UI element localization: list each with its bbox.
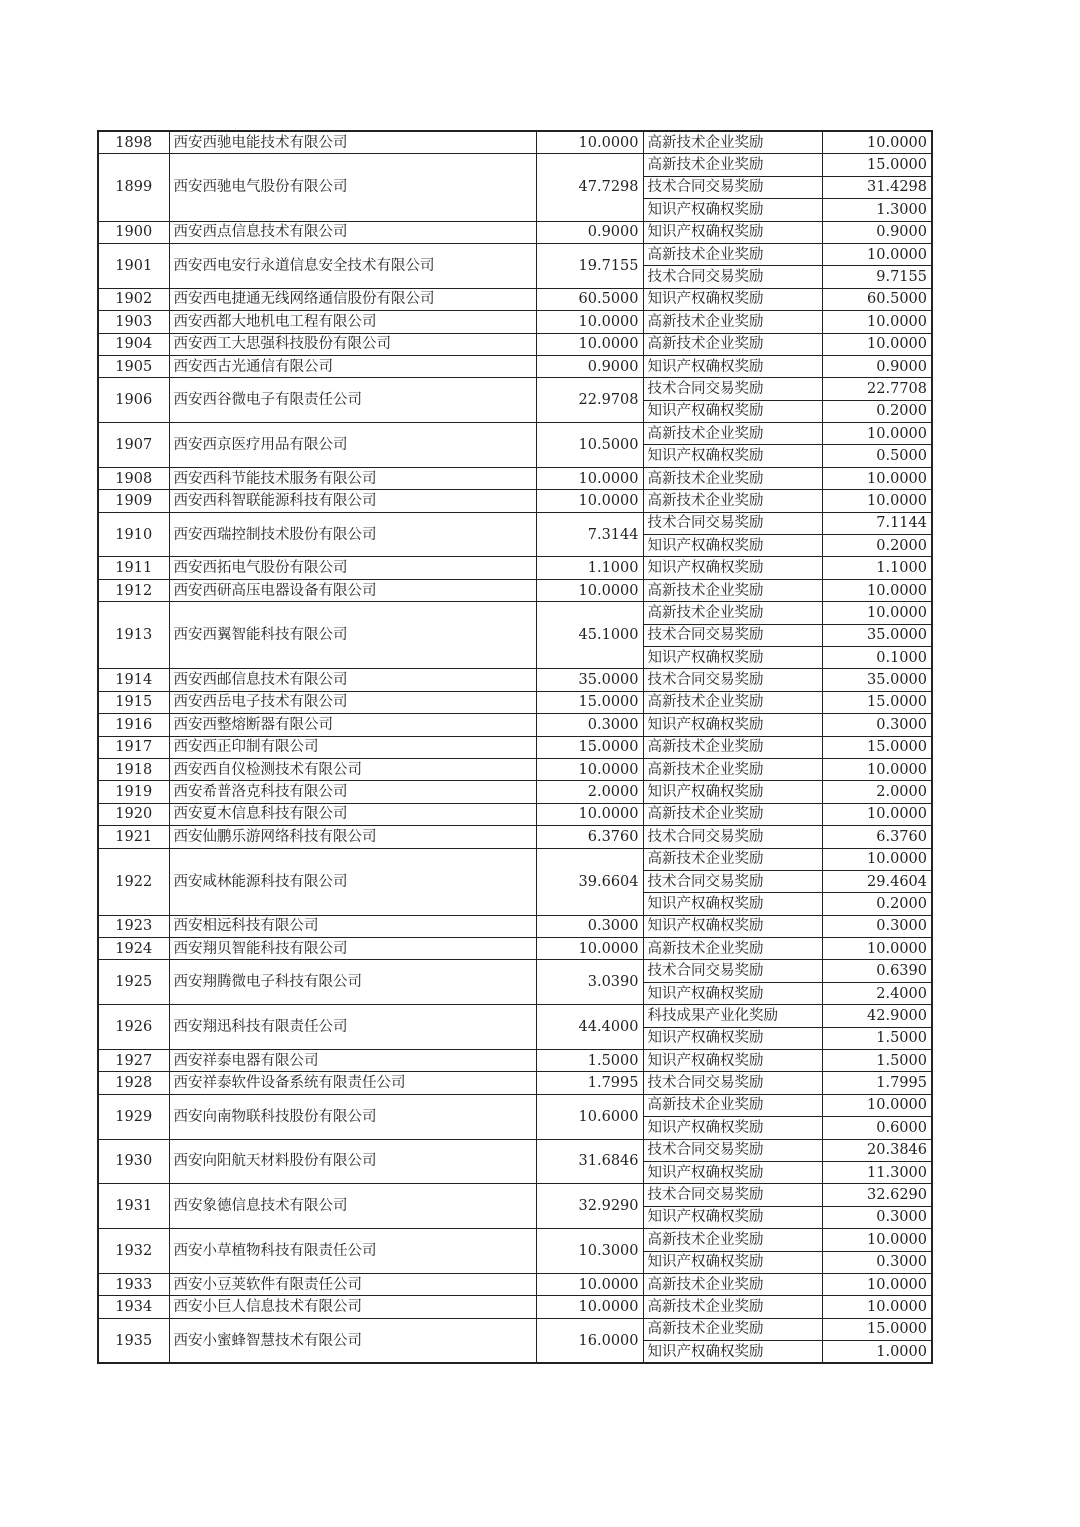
award-amount: 0.3000 (822, 714, 932, 736)
row-number: 1904 (98, 333, 169, 355)
award-amount: 60.5000 (822, 288, 932, 310)
company-name: 西安西电安行永道信息安全技术有限公司 (169, 243, 536, 288)
award-type: 高新技术企业奖励 (643, 803, 822, 825)
total-amount: 22.9708 (536, 378, 643, 423)
award-type: 技术合同交易奖励 (643, 266, 822, 288)
company-name: 西安西正印制有限公司 (169, 736, 536, 758)
award-type: 技术合同交易奖励 (643, 378, 822, 400)
company-name: 西安西拓电气股份有限公司 (169, 557, 536, 579)
total-amount: 10.6000 (536, 1094, 643, 1139)
award-amount: 0.6390 (822, 960, 932, 982)
table-row (98, 288, 932, 310)
row-number: 1907 (98, 423, 169, 468)
award-amount: 0.3000 (822, 915, 932, 937)
row-number: 1918 (98, 758, 169, 780)
row-number: 1921 (98, 826, 169, 848)
row-number: 1902 (98, 288, 169, 310)
table-row (98, 333, 932, 355)
award-type: 知识产权确权奖励 (643, 288, 822, 310)
table-row (98, 602, 932, 624)
total-amount: 31.6846 (536, 1139, 643, 1184)
award-amount: 0.6000 (822, 1117, 932, 1139)
award-amount: 10.0000 (822, 1229, 932, 1251)
company-name: 西安翔贝智能科技有限公司 (169, 938, 536, 960)
award-type: 高新技术企业奖励 (643, 758, 822, 780)
award-type: 技术合同交易奖励 (643, 624, 822, 646)
award-amount: 1.5000 (822, 1027, 932, 1049)
total-amount: 60.5000 (536, 288, 643, 310)
total-amount: 10.0000 (536, 131, 643, 154)
company-name: 西安西点信息技术有限公司 (169, 221, 536, 243)
award-amount: 29.4604 (822, 870, 932, 892)
award-amount: 1.3000 (822, 199, 932, 221)
award-amount: 22.7708 (822, 378, 932, 400)
table-row (98, 1318, 932, 1340)
row-number: 1910 (98, 512, 169, 557)
table-row (98, 758, 932, 780)
award-type: 高新技术企业奖励 (643, 1273, 822, 1295)
total-amount: 0.3000 (536, 714, 643, 736)
total-amount: 10.0000 (536, 1296, 643, 1318)
award-type: 技术合同交易奖励 (643, 960, 822, 982)
company-name: 西安西自仪检测技术有限公司 (169, 758, 536, 780)
total-amount: 10.0000 (536, 579, 643, 601)
award-type: 高新技术企业奖励 (643, 423, 822, 445)
table-row (98, 1050, 932, 1072)
table-row (98, 1184, 932, 1206)
row-number: 1934 (98, 1296, 169, 1318)
award-amount: 2.0000 (822, 781, 932, 803)
row-number: 1930 (98, 1139, 169, 1184)
company-name: 西安翔腾微电子科技有限公司 (169, 960, 536, 1005)
award-type: 知识产权确权奖励 (643, 557, 822, 579)
company-name: 西安小豆荚软件有限责任公司 (169, 1273, 536, 1295)
award-amount: 10.0000 (822, 848, 932, 870)
award-amount: 10.0000 (822, 1273, 932, 1295)
award-type: 技术合同交易奖励 (643, 669, 822, 691)
total-amount: 10.0000 (536, 758, 643, 780)
row-number: 1919 (98, 781, 169, 803)
total-amount: 1.5000 (536, 1050, 643, 1072)
total-amount: 0.9000 (536, 221, 643, 243)
award-amount: 0.3000 (822, 1206, 932, 1228)
table-row (98, 826, 932, 848)
award-type: 知识产权确权奖励 (643, 1251, 822, 1273)
company-name: 西安西瑞控制技术股份有限公司 (169, 512, 536, 557)
total-amount: 3.0390 (536, 960, 643, 1005)
company-name: 西安西驰电气股份有限公司 (169, 154, 536, 221)
row-number: 1906 (98, 378, 169, 423)
total-amount: 10.0000 (536, 803, 643, 825)
award-amount: 10.0000 (822, 758, 932, 780)
total-amount: 15.0000 (536, 736, 643, 758)
company-name: 西安向南物联科技股份有限公司 (169, 1094, 536, 1139)
award-amount: 10.0000 (822, 333, 932, 355)
total-amount: 19.7155 (536, 243, 643, 288)
row-number: 1927 (98, 1050, 169, 1072)
table-row (98, 557, 932, 579)
table-row (98, 378, 932, 400)
company-name: 西安西工大思强科技股份有限公司 (169, 333, 536, 355)
award-type: 高新技术企业奖励 (643, 579, 822, 601)
award-type: 技术合同交易奖励 (643, 870, 822, 892)
award-type: 高新技术企业奖励 (643, 333, 822, 355)
award-type: 高新技术企业奖励 (643, 311, 822, 333)
award-amount: 20.3846 (822, 1139, 932, 1161)
company-name: 西安西整熔断器有限公司 (169, 714, 536, 736)
award-type: 高新技术企业奖励 (643, 1229, 822, 1251)
total-amount: 10.0000 (536, 311, 643, 333)
row-number: 1920 (98, 803, 169, 825)
award-type: 知识产权确权奖励 (643, 355, 822, 377)
table-row (98, 960, 932, 982)
total-amount: 10.0000 (536, 333, 643, 355)
award-amount: 1.1000 (822, 557, 932, 579)
company-name: 西安西京医疗用品有限公司 (169, 423, 536, 468)
award-type: 知识产权确权奖励 (643, 400, 822, 422)
company-name: 西安西邮信息技术有限公司 (169, 669, 536, 691)
row-number: 1913 (98, 602, 169, 669)
company-name: 西安希普洛克科技有限公司 (169, 781, 536, 803)
award-type: 高新技术企业奖励 (643, 848, 822, 870)
company-name: 西安向阳航天材料股份有限公司 (169, 1139, 536, 1184)
award-type: 高新技术企业奖励 (643, 467, 822, 489)
company-name: 西安相远科技有限公司 (169, 915, 536, 937)
award-type: 知识产权确权奖励 (643, 893, 822, 915)
total-amount: 39.6604 (536, 848, 643, 915)
award-type: 高新技术企业奖励 (643, 243, 822, 265)
award-amount: 35.0000 (822, 669, 932, 691)
award-type: 高新技术企业奖励 (643, 1296, 822, 1318)
total-amount: 35.0000 (536, 669, 643, 691)
table-row (98, 243, 932, 265)
total-amount: 44.4000 (536, 1005, 643, 1050)
total-amount: 10.0000 (536, 467, 643, 489)
company-name: 西安西电捷通无线网络通信股份有限公司 (169, 288, 536, 310)
award-amount: 35.0000 (822, 624, 932, 646)
row-number: 1916 (98, 714, 169, 736)
award-type: 知识产权确权奖励 (643, 1206, 822, 1228)
award-amount: 10.0000 (822, 938, 932, 960)
award-amount: 10.0000 (822, 490, 932, 512)
award-amount: 10.0000 (822, 803, 932, 825)
table-row (98, 1139, 932, 1161)
award-type: 知识产权确权奖励 (643, 1341, 822, 1364)
table-row (98, 154, 932, 176)
total-amount: 7.3144 (536, 512, 643, 557)
award-type: 知识产权确权奖励 (643, 1117, 822, 1139)
row-number: 1932 (98, 1229, 169, 1274)
company-name: 西安夏木信息科技有限公司 (169, 803, 536, 825)
award-type: 知识产权确权奖励 (643, 445, 822, 467)
award-amount: 11.3000 (822, 1161, 932, 1183)
table-row (98, 423, 932, 445)
award-amount: 7.1144 (822, 512, 932, 534)
table-row (98, 221, 932, 243)
table-row (98, 714, 932, 736)
row-number: 1899 (98, 154, 169, 221)
row-number: 1917 (98, 736, 169, 758)
total-amount: 0.3000 (536, 915, 643, 937)
table-row (98, 1005, 932, 1027)
total-amount: 10.0000 (536, 1273, 643, 1295)
company-name: 西安祥泰电器有限公司 (169, 1050, 536, 1072)
row-number: 1909 (98, 490, 169, 512)
table-row (98, 803, 932, 825)
award-amount: 10.0000 (822, 423, 932, 445)
award-type: 高新技术企业奖励 (643, 1318, 822, 1340)
company-name: 西安仙鹏乐游网络科技有限公司 (169, 826, 536, 848)
award-type: 知识产权确权奖励 (643, 915, 822, 937)
award-amount: 32.6290 (822, 1184, 932, 1206)
award-type: 技术合同交易奖励 (643, 1072, 822, 1094)
table-row (98, 1273, 932, 1295)
total-amount: 16.0000 (536, 1318, 643, 1363)
total-amount: 1.1000 (536, 557, 643, 579)
row-number: 1911 (98, 557, 169, 579)
award-type: 知识产权确权奖励 (643, 1050, 822, 1072)
award-amount: 10.0000 (822, 1094, 932, 1116)
award-amount: 31.4298 (822, 176, 932, 198)
award-type: 知识产权确权奖励 (643, 646, 822, 668)
award-amount: 15.0000 (822, 1318, 932, 1340)
award-type: 高新技术企业奖励 (643, 736, 822, 758)
company-name: 西安象德信息技术有限公司 (169, 1184, 536, 1229)
award-type: 高新技术企业奖励 (643, 602, 822, 624)
award-amount: 0.3000 (822, 1251, 932, 1273)
row-number: 1914 (98, 669, 169, 691)
row-number: 1924 (98, 938, 169, 960)
award-type: 高新技术企业奖励 (643, 131, 822, 154)
total-amount: 10.0000 (536, 938, 643, 960)
award-type: 知识产权确权奖励 (643, 1027, 822, 1049)
table-row (98, 512, 932, 534)
award-type: 知识产权确权奖励 (643, 781, 822, 803)
award-type: 知识产权确权奖励 (643, 1161, 822, 1183)
total-amount: 2.0000 (536, 781, 643, 803)
company-name: 西安祥泰软件设备系统有限责任公司 (169, 1072, 536, 1094)
company-name: 西安西古光通信有限公司 (169, 355, 536, 377)
award-amount: 10.0000 (822, 131, 932, 154)
row-number: 1901 (98, 243, 169, 288)
total-amount: 47.7298 (536, 154, 643, 221)
award-amount: 0.2000 (822, 893, 932, 915)
award-amount: 2.4000 (822, 982, 932, 1004)
company-name: 西安西岳电子技术有限公司 (169, 691, 536, 713)
award-type: 高新技术企业奖励 (643, 691, 822, 713)
company-name: 西安小蜜蜂智慧技术有限公司 (169, 1318, 536, 1363)
award-type: 技术合同交易奖励 (643, 1139, 822, 1161)
company-name: 西安西都大地机电工程有限公司 (169, 311, 536, 333)
total-amount: 15.0000 (536, 691, 643, 713)
award-type: 技术合同交易奖励 (643, 512, 822, 534)
table-row (98, 579, 932, 601)
award-amount: 15.0000 (822, 691, 932, 713)
company-name: 西安西科智联能源科技有限公司 (169, 490, 536, 512)
award-amount: 0.1000 (822, 646, 932, 668)
award-amount: 0.9000 (822, 355, 932, 377)
company-name: 西安小巨人信息技术有限公司 (169, 1296, 536, 1318)
total-amount: 45.1000 (536, 602, 643, 669)
row-number: 1925 (98, 960, 169, 1005)
row-number: 1931 (98, 1184, 169, 1229)
row-number: 1929 (98, 1094, 169, 1139)
table-row (98, 736, 932, 758)
row-number: 1923 (98, 915, 169, 937)
total-amount: 32.9290 (536, 1184, 643, 1229)
award-amount: 9.7155 (822, 266, 932, 288)
table-row (98, 848, 932, 870)
row-number: 1905 (98, 355, 169, 377)
table-row (98, 1072, 932, 1094)
award-amount: 1.5000 (822, 1050, 932, 1072)
row-number: 1922 (98, 848, 169, 915)
table-row (98, 915, 932, 937)
award-type: 科技成果产业化奖励 (643, 1005, 822, 1027)
award-type: 知识产权确权奖励 (643, 535, 822, 557)
total-amount: 1.7995 (536, 1072, 643, 1094)
total-amount: 6.3760 (536, 826, 643, 848)
table-row (98, 1229, 932, 1251)
award-amount: 10.0000 (822, 1296, 932, 1318)
row-number: 1912 (98, 579, 169, 601)
table-row (98, 1094, 932, 1116)
table-row (98, 669, 932, 691)
company-name: 西安小草植物科技有限责任公司 (169, 1229, 536, 1274)
award-type: 技术合同交易奖励 (643, 826, 822, 848)
award-table (97, 130, 933, 1364)
award-amount: 42.9000 (822, 1005, 932, 1027)
total-amount: 10.5000 (536, 423, 643, 468)
award-amount: 0.2000 (822, 535, 932, 557)
award-amount: 10.0000 (822, 602, 932, 624)
award-type: 知识产权确权奖励 (643, 714, 822, 736)
table-row (98, 1296, 932, 1318)
award-amount: 15.0000 (822, 154, 932, 176)
award-amount: 10.0000 (822, 243, 932, 265)
company-name: 西安西科节能技术服务有限公司 (169, 467, 536, 489)
award-amount: 0.5000 (822, 445, 932, 467)
award-type: 知识产权确权奖励 (643, 982, 822, 1004)
award-amount: 10.0000 (822, 579, 932, 601)
company-name: 西安西谷微电子有限责任公司 (169, 378, 536, 423)
row-number: 1926 (98, 1005, 169, 1050)
award-type: 高新技术企业奖励 (643, 154, 822, 176)
award-type: 高新技术企业奖励 (643, 490, 822, 512)
award-amount: 10.0000 (822, 467, 932, 489)
award-table-body (98, 131, 932, 1363)
row-number: 1898 (98, 131, 169, 154)
award-type: 高新技术企业奖励 (643, 938, 822, 960)
table-row (98, 691, 932, 713)
table-row (98, 938, 932, 960)
award-type: 知识产权确权奖励 (643, 199, 822, 221)
award-type: 知识产权确权奖励 (643, 221, 822, 243)
table-row (98, 467, 932, 489)
total-amount: 0.9000 (536, 355, 643, 377)
row-number: 1903 (98, 311, 169, 333)
row-number: 1915 (98, 691, 169, 713)
company-name: 西安西驰电能技术有限公司 (169, 131, 536, 154)
row-number: 1935 (98, 1318, 169, 1363)
award-amount: 1.0000 (822, 1341, 932, 1364)
award-type: 技术合同交易奖励 (643, 176, 822, 198)
table-row (98, 781, 932, 803)
award-type: 高新技术企业奖励 (643, 1094, 822, 1116)
award-amount: 0.2000 (822, 400, 932, 422)
award-amount: 6.3760 (822, 826, 932, 848)
table-row (98, 131, 932, 154)
award-amount: 0.9000 (822, 221, 932, 243)
award-amount: 15.0000 (822, 736, 932, 758)
row-number: 1928 (98, 1072, 169, 1094)
company-name: 西安咸林能源科技有限公司 (169, 848, 536, 915)
row-number: 1933 (98, 1273, 169, 1295)
row-number: 1900 (98, 221, 169, 243)
company-name: 西安翔迅科技有限责任公司 (169, 1005, 536, 1050)
table-row (98, 490, 932, 512)
row-number: 1908 (98, 467, 169, 489)
award-amount: 1.7995 (822, 1072, 932, 1094)
table-row (98, 311, 932, 333)
total-amount: 10.3000 (536, 1229, 643, 1274)
table-row (98, 355, 932, 377)
award-type: 技术合同交易奖励 (643, 1184, 822, 1206)
award-amount: 10.0000 (822, 311, 932, 333)
company-name: 西安西研高压电器设备有限公司 (169, 579, 536, 601)
total-amount: 10.0000 (536, 490, 643, 512)
company-name: 西安西翼智能科技有限公司 (169, 602, 536, 669)
